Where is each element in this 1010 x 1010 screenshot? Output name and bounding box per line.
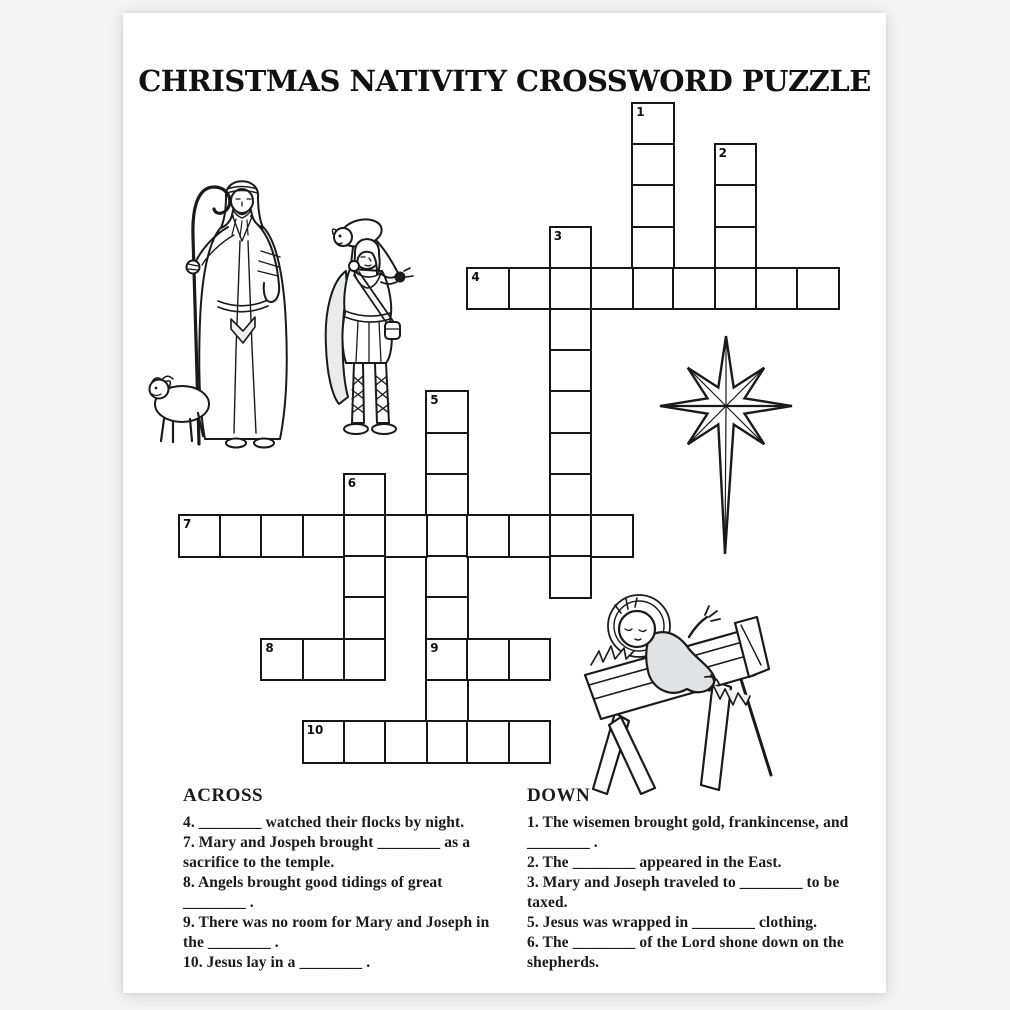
clue-item: 2. The ________ appeared in the East. [527,854,782,871]
grid-cell[interactable] [425,720,469,764]
grid-cell[interactable] [549,390,593,434]
grid-cell[interactable] [590,514,634,558]
young-shepherd-figure [326,215,413,434]
across-clue-list [183,813,498,973]
grid-cell[interactable] [302,638,346,682]
clue-item: 10. Jesus lay in a ________ . [183,954,371,971]
grid-cell[interactable] [343,638,387,682]
clue-number: 9 [430,640,439,655]
grid-cell[interactable] [796,267,840,311]
grid-cell[interactable] [549,473,593,517]
grid-cell[interactable] [425,638,469,682]
grid-cell[interactable] [425,514,469,558]
grid-cell[interactable] [714,267,758,311]
grid-cell[interactable] [302,720,346,764]
clue-number: 2 [718,146,727,161]
grid-cell[interactable] [425,555,469,599]
grid-cell[interactable] [425,432,469,476]
baby-jesus-manger-illustration [563,593,778,803]
across-clues-section [183,785,498,973]
grid-cell[interactable] [343,514,387,558]
grid-cell[interactable] [549,267,593,311]
grid-cell[interactable] [425,390,469,434]
grid-cell[interactable] [178,514,222,558]
clue-item: 7. Mary and Jospeh brought ________ as a sacrifice to the temple. [183,834,471,871]
grid-cell[interactable] [384,514,428,558]
shepherds-illustration [148,161,423,461]
grid-cell[interactable] [714,184,758,228]
grid-cell[interactable] [302,514,346,558]
grid-cell[interactable] [714,226,758,270]
grid-cell[interactable] [508,638,552,682]
grid-cell[interactable] [549,308,593,352]
grid-cell[interactable] [672,267,716,311]
worksheet-page [123,13,886,993]
grid-cell[interactable] [714,143,758,187]
grid-cell[interactable] [590,267,634,311]
grid-cell[interactable] [384,720,428,764]
clue-number: 8 [265,640,274,655]
page-title: CHRISTMAS NATIVITY CROSSWORD PUZZLE [138,64,871,99]
grid-cell[interactable] [508,720,552,764]
grid-cell[interactable] [508,267,552,311]
star-of-bethlehem-illustration [648,325,803,570]
grid-cell[interactable] [755,267,799,311]
clue-number: 7 [183,517,192,531]
clue-number: 10 [306,723,324,737]
grid-cell[interactable] [260,638,304,682]
grid-cell[interactable] [343,720,387,764]
grid-cell[interactable] [631,226,675,270]
clue-number: 3 [553,228,563,243]
clue-number: 5 [430,393,439,408]
clue-number: 1 [636,105,645,119]
grid-cell[interactable] [631,143,675,187]
grid-cell[interactable] [260,514,304,558]
grid-cell[interactable] [425,596,469,640]
star-icon [660,336,792,554]
clue-number: 4 [471,269,480,284]
grid-cell[interactable] [549,349,593,393]
grid-cell[interactable] [508,514,552,558]
grid-cell[interactable] [343,555,387,599]
clue-item: 4. ________ watched their flocks by night. [183,814,465,831]
clue-number: 6 [347,475,357,490]
grid-cell[interactable] [631,184,675,228]
clue-item: 9. There was no room for Mary and Joseph in the ________ . [183,914,490,951]
grid-cell[interactable] [466,514,510,558]
down-clues-section [527,785,875,973]
clue-item: 6. The ________ of the Lord shone down on the shepherds. [527,934,844,971]
grid-cell[interactable] [466,720,510,764]
down-heading: DOWN [527,785,591,806]
grid-cell[interactable] [219,514,263,558]
grid-cell[interactable] [466,267,510,311]
clue-item: 3. Mary and Joseph traveled to ________ to be taxed. [527,874,840,911]
grid-cell[interactable] [631,102,675,146]
down-clue-list [527,813,875,973]
grid-cell[interactable] [466,638,510,682]
grid-cell[interactable] [343,596,387,640]
grid-cell[interactable] [549,226,593,270]
grid-cell[interactable] [549,432,593,476]
grid-cell[interactable] [343,473,387,517]
grid-cell[interactable] [549,514,593,558]
clue-item: 8. Angels brought good tidings of great ________ . [183,874,443,911]
grid-cell[interactable] [549,555,593,599]
grid-cell[interactable] [425,679,469,723]
across-heading: ACROSS [183,785,264,806]
grid-cell[interactable] [425,473,469,517]
grid-cell[interactable] [631,267,675,311]
clue-item: 1. The wisemen brought gold, frankincense, and ________ . [527,814,849,851]
clue-item: 5. Jesus was wrapped in ________ clothing. [527,914,818,931]
